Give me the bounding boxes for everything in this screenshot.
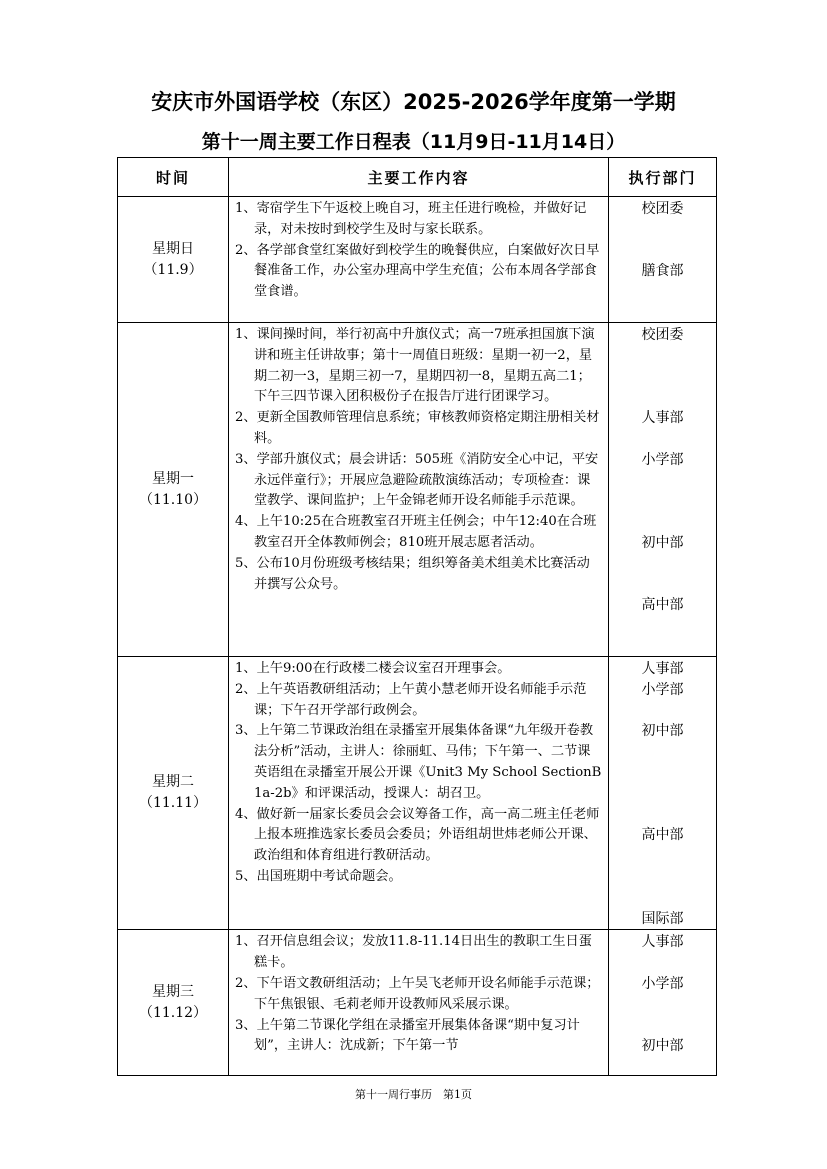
list-item: 2、下午语文教研组活动；上午吴飞老师开设名师能手示范课；下午焦银银、毛莉老师开设教师风采展示课。 (235, 975, 600, 1012)
list-item: 3、上午第二节课政治组在录播室开展集体备课“九年级开卷教法分析”活动，主讲人：徐丽虹、马伟；下午第一、二节课英语组在录播室开展公开课《Unit3 My School SectionB 1a-2b》和评课活动，授课人：胡召卫。 (235, 723, 602, 801)
dept-label: 高中部 (641, 827, 684, 844)
content-cell (229, 323, 609, 657)
dept-label: 小学部 (641, 681, 684, 698)
day-date: （11.11） (138, 795, 208, 812)
page-footer: 第十一周行事历 第1页 (355, 1088, 472, 1101)
dept-label: 高中部 (641, 597, 684, 614)
day-cell (118, 197, 229, 323)
table-header-row (118, 158, 717, 197)
schedule-table (117, 157, 717, 1076)
list-item: 1、课间操时间，举行初高中升旗仪式；高一7班承担国旗下演讲和班主任讲故事；第十一周值日班级：星期一初一2，星期二初一3，星期三初一7，星期四初一8，星期五高二1；下午三四节课入团积极份子在报告厅进行团课学习。 (235, 327, 595, 405)
day-name: 星期日 (152, 240, 194, 257)
day-date: （11.9） (143, 261, 203, 278)
header-time: 时间 (118, 158, 229, 197)
dept-label: 校团委 (641, 201, 684, 217)
content-clip (235, 932, 602, 1074)
day-date: （11.10） (138, 491, 208, 508)
dept-cell (609, 657, 717, 930)
dept-label: 小学部 (641, 451, 684, 468)
dept-cell (609, 930, 717, 1076)
day-name: 星期二 (152, 774, 194, 791)
dept-label: 初中部 (641, 1038, 684, 1055)
list-item: 5、出国班期中考试命题会。 (235, 868, 402, 884)
table-row (118, 657, 717, 930)
list-item: 1、寄宿学生下午返校上晚自习，班主任进行晚检，并做好记录，对未按时到校学生及时与家长联系。 (235, 201, 587, 237)
list-item: 3、学部升旗仪式；晨会讲话：505班《消防安全心中记，平安永远伴童行》；开展应急避险疏散演练活动；专项检查：课堂教学、课间监护；上午金锦老师开设名师能手示范课。 (235, 451, 599, 509)
content-cell (229, 657, 609, 930)
document-subtitle: 第十一周主要工作日程表（11月9日-11月14日） (201, 131, 626, 153)
table-row (118, 930, 717, 1076)
day-cell (118, 657, 229, 930)
day-cell (118, 323, 229, 657)
content-cell (229, 197, 609, 323)
dept-label: 人事部 (641, 934, 684, 951)
day-name: 星期三 (152, 983, 194, 1000)
list-item: 1、召开信息组会议；发放11.8-11.14日出生的教职工生日蛋糕卡。 (235, 934, 592, 971)
list-item: 2、上午英语教研组活动；上午黄小慧老师开设名师能手示范课；下午召开学部行政例会。 (235, 681, 587, 718)
dept-label: 国际部 (641, 910, 684, 927)
list-item: 2、各学部食堂红案做好到校学生的晚餐供应，白案做好次日早餐准备工作，办公室办理高中学生充值；公布本周各学部食堂食谱。 (235, 242, 600, 300)
table-row (118, 323, 717, 657)
header-content: 主要工作内容 (229, 158, 609, 197)
list-item: 1、上午9:00在行政楼二楼会议室召开理事会。 (235, 661, 511, 676)
dept-label: 初中部 (641, 534, 684, 551)
header-dept: 执行部门 (609, 158, 717, 197)
day-name: 星期一 (152, 470, 194, 487)
dept-label: 初中部 (641, 723, 684, 740)
content-cell (229, 930, 609, 1076)
dept-label: 校团委 (641, 327, 684, 343)
dept-cell (609, 197, 717, 323)
dept-label: 膳食部 (641, 263, 684, 280)
list-item: 5、公布10月份班级考核结果；组织筹备美术组美术比赛活动并撰写公众号。 (235, 555, 590, 592)
list-item: 4、做好新一届家长委员会会议筹备工作，高一高二班主任老师上报本班推选家长委员会委员；外语组胡世炜老师公开课、政治组和体育组进行教研活动。 (235, 806, 600, 864)
dept-label: 人事部 (641, 410, 684, 427)
list-item: 3、上午第二节课化学组在录播室开展集体备课“期中复习计划”，主讲人：沈成新；下午第一节 (235, 1017, 580, 1054)
day-date: （11.12） (138, 1004, 208, 1021)
dept-label: 人事部 (641, 661, 684, 677)
dept-label: 小学部 (641, 975, 684, 992)
document-title: 安庆市外国语学校（东区）2025-2026学年度第一学期 (151, 90, 676, 114)
list-item: 4、上午10:25在合班教室召开班主任例会；中午12:40在合班教室召开全体教师例会；810班开展志愿者活动。 (235, 514, 597, 550)
day-cell (118, 930, 229, 1076)
table-row (118, 197, 717, 323)
dept-cell (609, 323, 717, 657)
list-item: 2、更新全国教师管理信息系统；审核教师资格定期注册相关材料。 (235, 410, 600, 446)
